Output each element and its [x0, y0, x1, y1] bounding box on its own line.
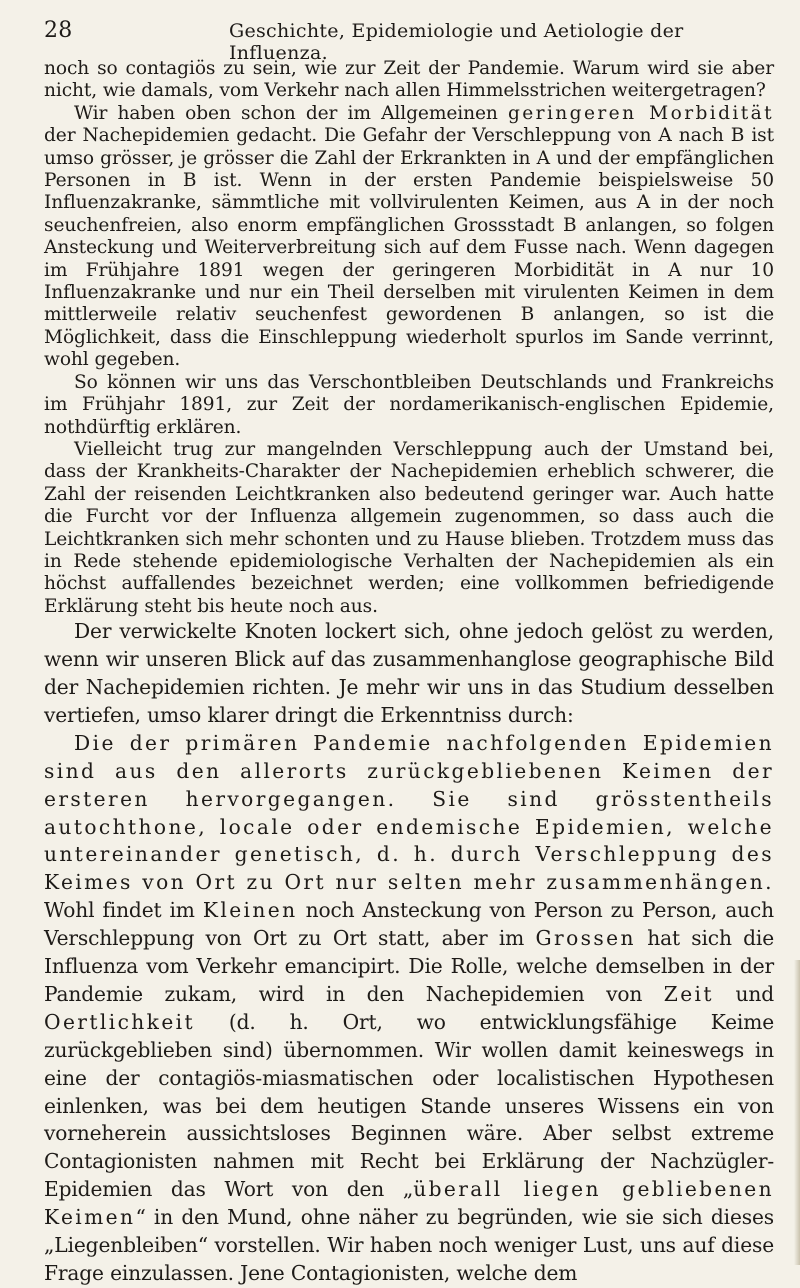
- emphasis-keimen-quote: überall liegen gebliebenen Keimen: [44, 1177, 774, 1230]
- paragraph-7-text-g: und: [713, 981, 774, 1006]
- paragraph-2: [44, 103, 774, 372]
- emphasis-grossen: Grossen: [535, 926, 636, 951]
- paragraph-7-text-e: hat sich die Influenza vom Verkehr emancipirt. Die Rolle, welche demselben in der Pandemie zukam, wird in den Nachepidemien von: [44, 926, 775, 1006]
- paragraph-7-text-a: Wohl findet im: [44, 898, 203, 923]
- paragraph-3: So können wir uns das Verschontbleiben Deutschlands und Frankreichs im Frühjahr 1891, zur Zeit der nordamerikanisch-englischen Epidemie, nothdürftig erklären.: [44, 371, 774, 438]
- emphasis-oertlichkeit: Oertlichkeit: [44, 1009, 196, 1034]
- paragraph-7-text-c: noch Ansteckung von Person zu Person, auch Verschleppung von Ort zu Ort statt, aber im: [44, 898, 774, 951]
- running-head: Geschichte, Epidemiologie und Aetiologie der Influenza.: [228, 20, 684, 64]
- paragraph-2-text-c: der Nachepidemien gedacht. Die Gefahr der Verschleppung von A nach B ist umso grösser, je grösser die Zahl der Erkrankten in A und der empfänglichen Personen in B ist. Wenn in der ersten Pandemie beispielsweise 50 Influenzakranke, sämmtliche mit vollvirulenten Keimen, aus A in der noch seuchenfreien, also enorm empfänglichen Grossstadt B anlangen, so folgen Ansteckung und Weiterverbreitung sich auf dem Fusse nach. Wenn dagegen im Frühjahre 1891 wegen der geringeren Morbidität in A nur 10 Influenzakranke und nur ein Theil derselben mit virulenten Keimen in dem mittlerweile relativ seuchenfest gewordenen B anlangen, so ist die Möglichkeit, dass die Einschleppung wiederholt spurlos im Sande verrinnt, wohl gegeben.: [44, 125, 774, 371]
- paragraph-4: Vielleicht trug zur mangelnden Verschleppung auch der Umstand bei, dass der Krankheits-Charakter der Nachepidemien erheblich schwerer, die Zahl der reisenden Leichtkranken also bedeutend geringer war. Auch hatte die Furcht vor der Influenza allgemein zugenommen, so dass auch die Leichtkranken sich mehr schonten und zu Hause blieben. Trotzdem muss das in Rede stehende epidemiologische Verhalten der Nachepidemien als ein höchst auffallendes bezeichnet werden; eine vollkommen befriedigende Erklärung steht bis heute noch aus.: [44, 438, 774, 617]
- paragraph-7-text-i: (d. h. Ort, wo entwicklungsfähige Keime zurückgeblieben sind) übernommen. Wir wollen damit keineswegs in eine der contagiös-miasmatischen oder localistischen Hypothesen einlenken, was bei dem heutigen Stande unseres Wissens ein von vorneherein aussichtsloses Beginnen wäre. Aber selbst extreme Contagionisten nahmen mit Recht bei Erklärung der Nachzügler-Epidemien das Wort von den „: [44, 1009, 774, 1202]
- page-edge-shadow: [794, 960, 800, 1265]
- paragraph-5: Der verwickelte Knoten lockert sich, ohne jedoch gelöst zu werden, wenn wir unseren Blick auf das zusammenhanglose geographische Bild der Nachepidemien richten. Je mehr wir uns in das Studium desselben vertiefen, umso klarer dringt die Erkenntniss durch:: [44, 619, 774, 727]
- page-header: [44, 18, 774, 64]
- emphasis-zeit: Zeit: [663, 981, 714, 1006]
- emphasis-kleinen: Kleinen: [202, 898, 298, 923]
- paragraph-2-text-a: Wir haben oben schon der im Allgemeinen: [74, 102, 508, 124]
- page-number: 28: [44, 18, 73, 43]
- book-page: [44, 18, 774, 1288]
- paragraph-6: [44, 730, 774, 1288]
- paragraph-7-text-k: “ in den Mund, ohne näher zu begründen, wie sie sich dieses „Liegenbleiben“ vorstellen. Wir haben noch weniger Lust, uns auf diese Frage einzulassen. Jene Contagionisten, welche dem: [44, 1205, 774, 1285]
- emphasis-morbiditaet: geringeren Morbidität: [507, 102, 775, 124]
- paragraph-1: noch so contagiös zu sein, wie zur Zeit der Pandemie. Warum wird sie aber nicht, wie damals, vom Verkehr nach allen Himmelsstrichen weitergetragen?: [44, 58, 774, 102]
- thesis-statement: Die der primären Pandemie nachfolgenden Epidemien sind aus den allerorts zurückgebliebenen Keimen der ersteren hervorgegangen. Sie sind grösstentheils autochthone, locale oder endemische Epidemien, welche untereinander genetisch, d. h. durch Verschleppung des Keimes von Ort zu Ort nur selten mehr zusammenhängen.: [44, 730, 774, 895]
